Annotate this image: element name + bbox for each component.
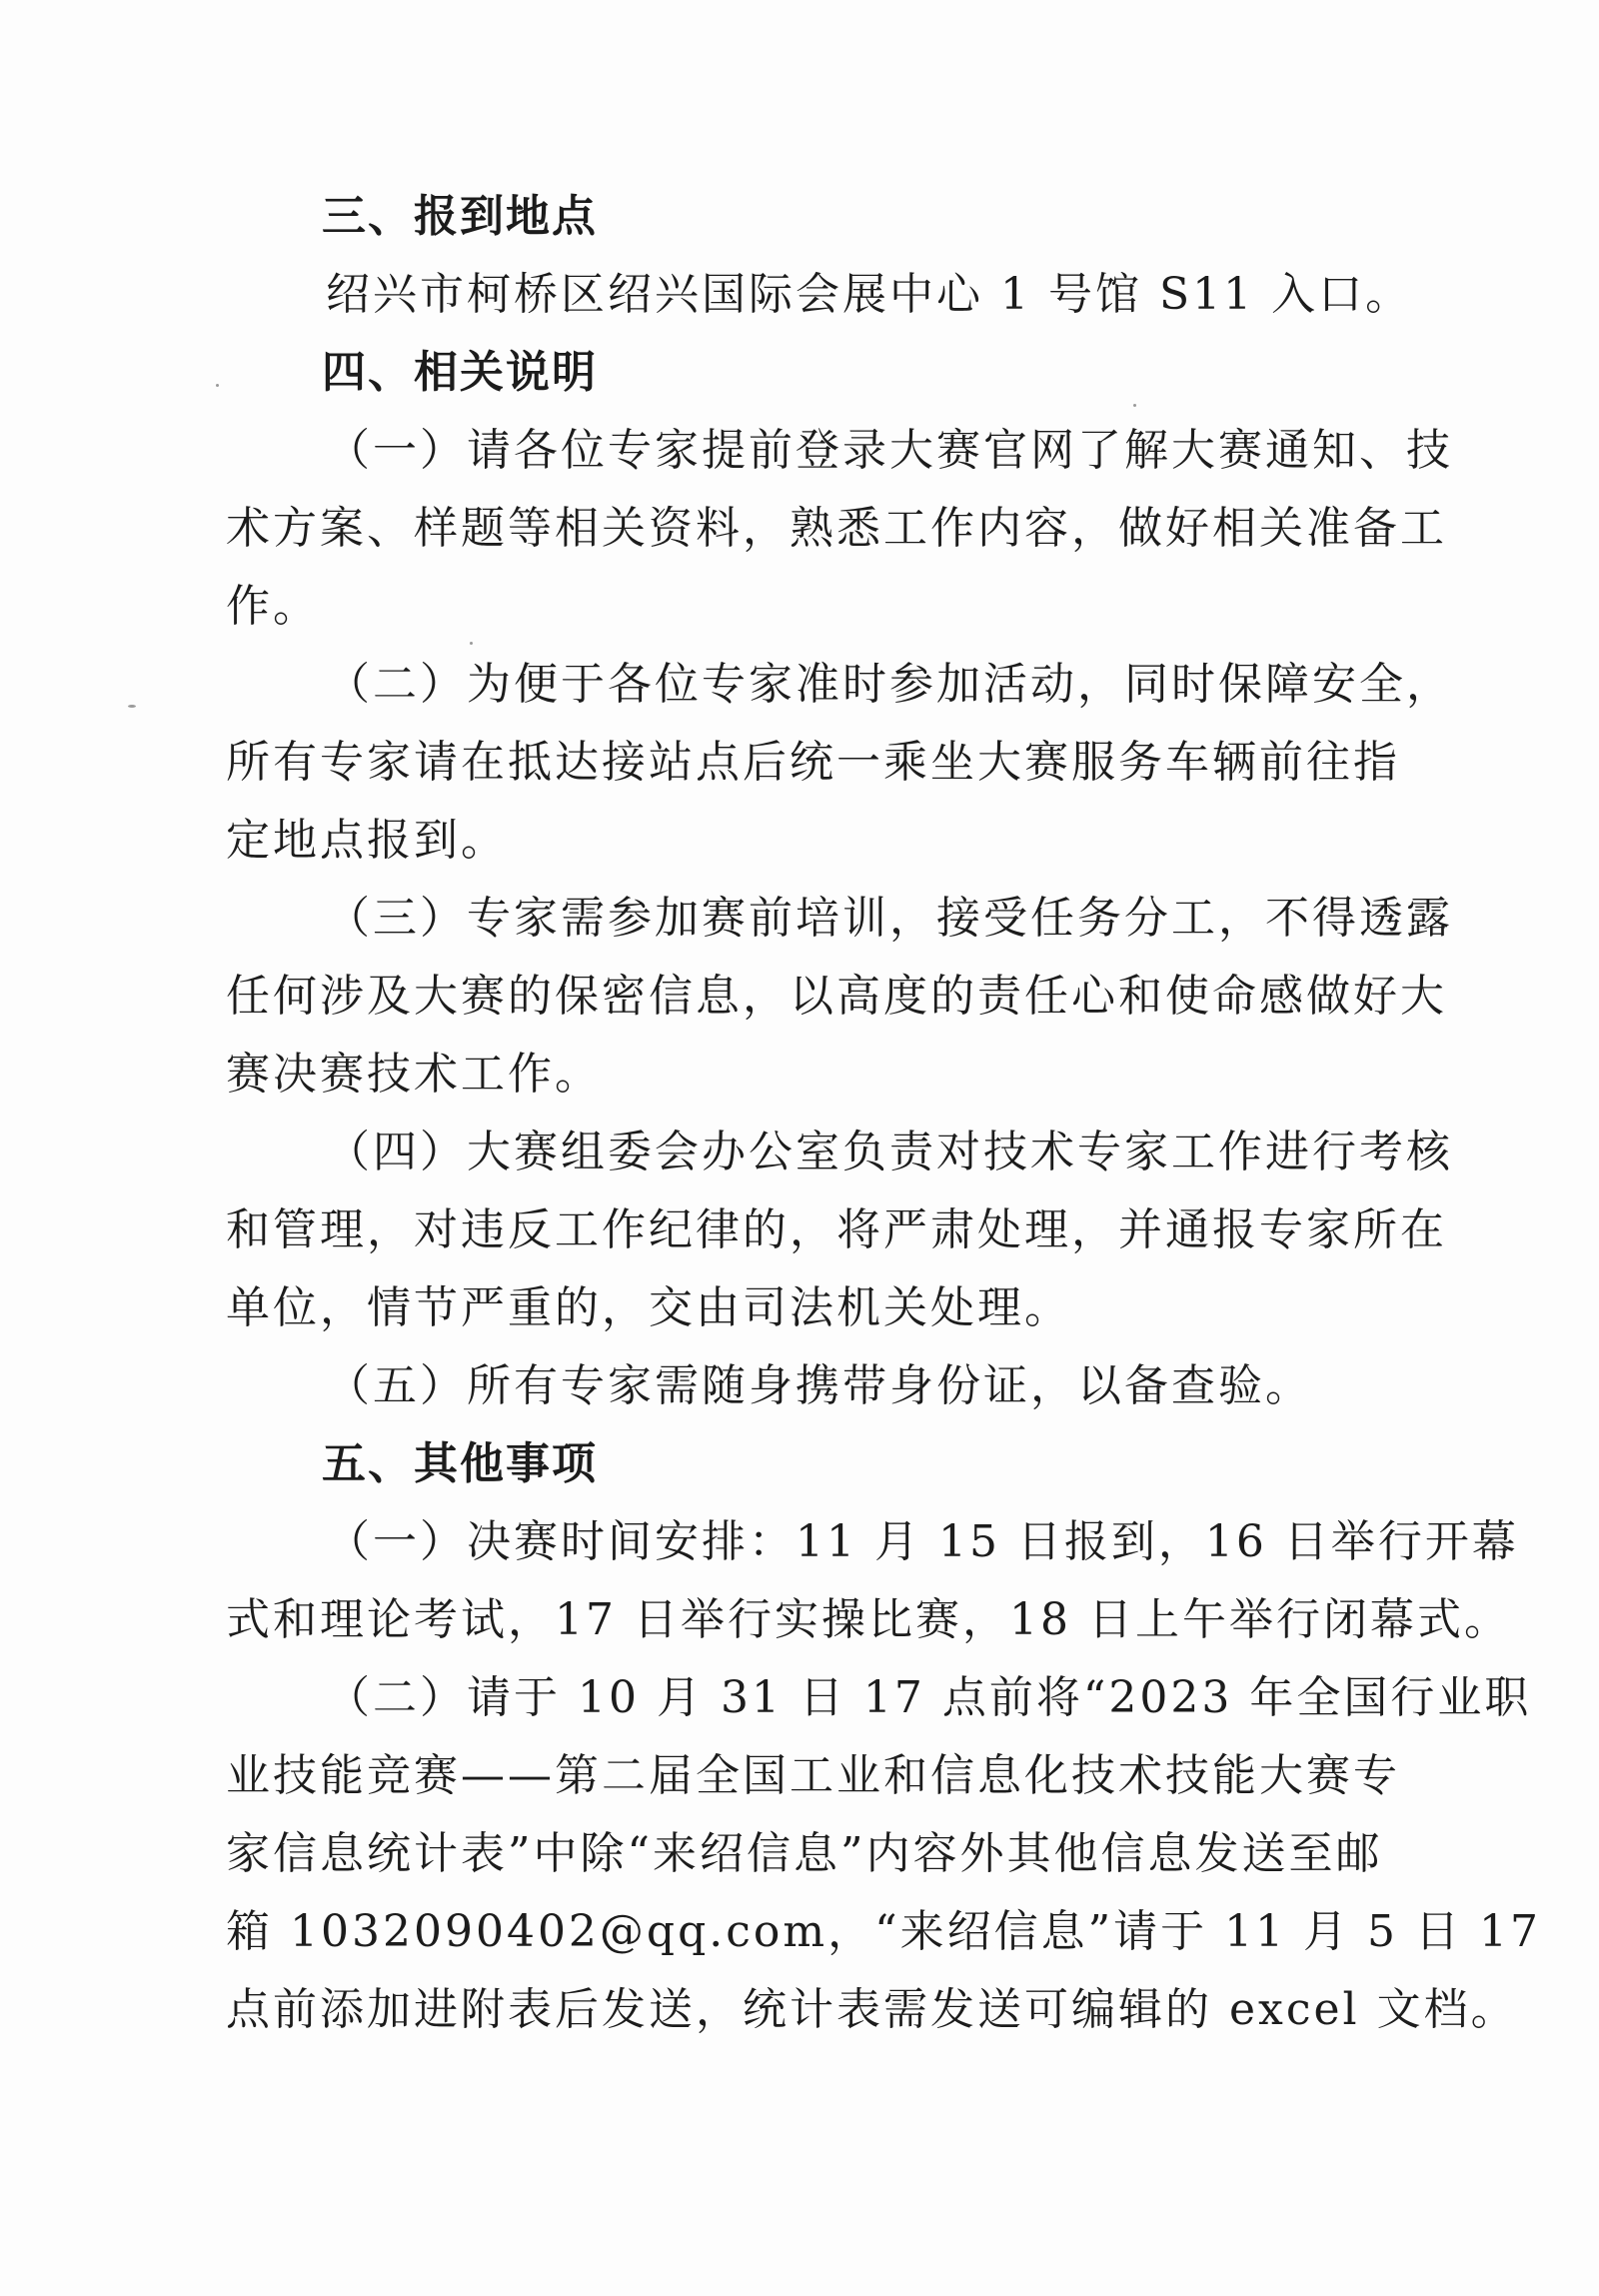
paragraph-line: 所有专家请在抵达接站点后统一乘坐大赛服务车辆前往指: [226, 737, 1400, 788]
section-heading: 三、报到地点: [322, 191, 598, 242]
paragraph-line: 定地点报到。: [226, 815, 508, 866]
scan-speck: [470, 642, 473, 645]
paragraph-line: 作。: [226, 581, 320, 632]
paragraph-line: （一）请各位专家提前登录大赛官网了解大赛通知、技: [326, 425, 1453, 476]
paragraph-line: 点前添加进附表后发送，统计表需发送可编辑的 excel 文档。: [226, 1984, 1518, 2035]
paragraph-line: 式和理论考试，17 日举行实操比赛，18 日上午举行闭幕式。: [226, 1594, 1511, 1645]
paragraph-line: （四）大赛组委会办公室负责对技术专家工作进行考核: [326, 1127, 1453, 1177]
document-body: [226, 178, 1541, 2049]
paragraph-line: （五）所有专家需随身携带身份证，以备查验。: [326, 1360, 1312, 1411]
paragraph-line: 绍兴市柯桥区绍兴国际会展中心 1 号馆 S11 入口。: [326, 269, 1413, 320]
scan-speck: [216, 384, 219, 387]
paragraph-line: （一）决赛时间安排：11 月 15 日报到，16 日举行开幕: [326, 1516, 1519, 1567]
paragraph-line: 家信息统计表”中除“来绍信息”内容外其他信息发送至邮: [226, 1828, 1383, 1879]
paragraph-line: （三）专家需参加赛前培训，接受任务分工，不得透露: [326, 893, 1453, 944]
section-heading: 四、相关说明: [322, 347, 598, 398]
section-heading: 五、其他事项: [322, 1438, 598, 1489]
paragraph-line: （二）为便于各位专家准时参加活动，同时保障安全，: [326, 659, 1453, 710]
paragraph-line: （二）请于 10 月 31 日 17 点前将“2023 年全国行业职: [326, 1672, 1532, 1723]
paragraph-line: 和管理，对违反工作纪律的，将严肃处理，并通报专家所在: [226, 1204, 1447, 1255]
scan-speck: [1133, 404, 1136, 407]
paragraph-line: 术方案、样题等相关资料，熟悉工作内容，做好相关准备工: [226, 503, 1447, 554]
paragraph-line: 任何涉及大赛的保密信息，以高度的责任心和使命感做好大: [226, 971, 1447, 1022]
paragraph-line: 业技能竞赛——第二届全国工业和信息化技术技能大赛专: [226, 1750, 1400, 1801]
paragraph-line: 单位，情节严重的，交由司法机关处理。: [226, 1282, 1071, 1333]
paragraph-line: 箱 1032090402@qq.com，“来绍信息”请于 11 月 5 日 17: [226, 1906, 1541, 1957]
scan-speck: [128, 705, 136, 708]
paragraph-line: 赛决赛技术工作。: [226, 1049, 602, 1100]
